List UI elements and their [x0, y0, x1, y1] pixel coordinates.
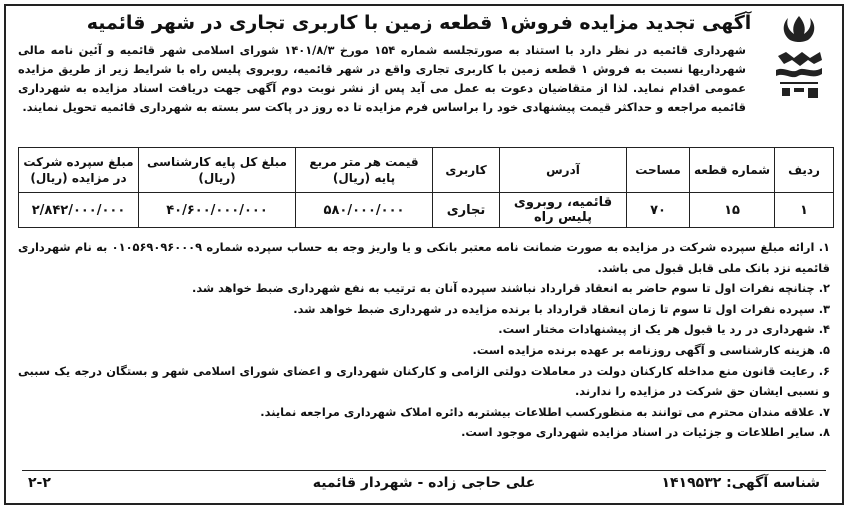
header-row-number: ردیف [775, 148, 834, 193]
intro-paragraph: شهرداری قائمیه در نظر دارد با استناد به صورتجلسه شماره ۱۵۴ مورخ ۱۴۰۱/۸/۳ شورای اسلامی شهر قائمیه و آئین نامه مالی شهرداریها نسبت به فروش ۱ قطعه زمین با کاربری تجاری واقع در شهر قائمیه، روبروی پلیس راه با شرایط زیر از طریق مزایده عمومی اقدام نماید. لذا از متقاضیان دعوت به عمل می آید پس از نشر نوبت دوم آگهی جهت دریافت اسناد مزایده به شهرداری قائمیه مراجعه و حداکثر قیمت پیشنهادی خود را براساس فرم مزایده تا ده روز در پاکت سر بسته به شهرداری قائمیه تحویل نمایند. [18, 43, 747, 114]
table-header-row [19, 148, 834, 193]
term-item: ۵. هزینه کارشناسی و آگهی روزنامه بر عهده برنده مزایده است. [472, 342, 830, 357]
term-item: ۲. چنانچه نفرات اول تا سوم حاضر به انعقاد قرارداد نباشند سپرده آنان به ترتیب به نفع شهرداری ضبط خواهد شد. [192, 281, 830, 296]
table-row [19, 193, 834, 228]
term-item: ۸. سایر اطلاعات و جزئیات در اسناد مزایده شهرداری موجود است. [461, 425, 830, 440]
header-area: مساحت [627, 148, 690, 193]
cell-usage: تجاری [433, 193, 500, 228]
notice-footer [22, 470, 826, 497]
emblem-icon [764, 12, 834, 112]
page-number: ۲-۲ [28, 475, 51, 491]
signer-name: علی حاجی زاده - شهردار قائمیه [312, 475, 536, 491]
cell-area: ۷۰ [627, 193, 690, 228]
term-item: ۷. علاقه مندان محترم می توانند به منظورکسب اطلاعات بیشتربه دائره املاک شهرداری مراجعه نمایند. [260, 404, 830, 419]
term-item: ۴. شهرداری در رد یا قبول هر یک از پیشنهادات مختار است. [498, 322, 830, 337]
notice-frame [4, 4, 844, 505]
cell-total-price: ۴۰/۶۰۰/۰۰۰/۰۰۰ [139, 193, 296, 228]
municipality-logo [764, 12, 834, 112]
items-table [18, 147, 834, 228]
cell-price-per-meter: ۵۸۰/۰۰۰/۰۰۰ [296, 193, 433, 228]
header-total-price: مبلغ کل پایه کارشناسی (ریال) [139, 148, 296, 193]
cell-row-number: ۱ [775, 193, 834, 228]
notice-title: آگهی تجدید مزایده فروش۱ قطعه زمین با کاربری تجاری در شهر قائمیه [86, 12, 752, 34]
header-address: آدرس [500, 148, 627, 193]
header-deposit: مبلغ سپرده شرکت در مزایده (ریال) [19, 148, 139, 193]
terms-list [18, 237, 830, 443]
cell-lot-number: ۱۵ [690, 193, 775, 228]
term-item: ۳. سپرده نفرات اول تا سوم تا زمان انعقاد قرارداد با برنده مزایده در شهرداری ضبط خواهد شد. [293, 301, 830, 316]
cell-address: قائمیه، روبروی پلیس راه [500, 193, 627, 228]
term-item: ۶. رعایت قانون منع مداخله کارکنان دولت در معاملات دولتی الزامی و کارکنان شهرداری و اعضای شورای اسلامی شهر و بستگان درجه یک سببی و نسبی ایشان حق شرکت در مزایده را ندارند. [18, 363, 830, 399]
term-item: ۱. ارائه مبلغ سپرده شرکت در مزایده به صورت ضمانت نامه معتبر بانکی و یا واریز وجه به حساب سپرده شماره ۰۱۰۵۶۹۰۹۶۰۰۰۹ به نام شهرداری قائمیه نزد بانک ملی قابل قبول می باشد. [18, 240, 830, 275]
header-price-per-meter: قیمت هر متر مربع پایه (ریال) [296, 148, 433, 193]
header-lot-number: شماره قطعه [690, 148, 775, 193]
ad-number: شناسه آگهی: ۱۴۱۹۵۳۲ [661, 475, 820, 491]
cell-deposit: ۲/۸۴۲/۰۰۰/۰۰۰ [19, 193, 139, 228]
header-usage: کاربری [433, 148, 500, 193]
